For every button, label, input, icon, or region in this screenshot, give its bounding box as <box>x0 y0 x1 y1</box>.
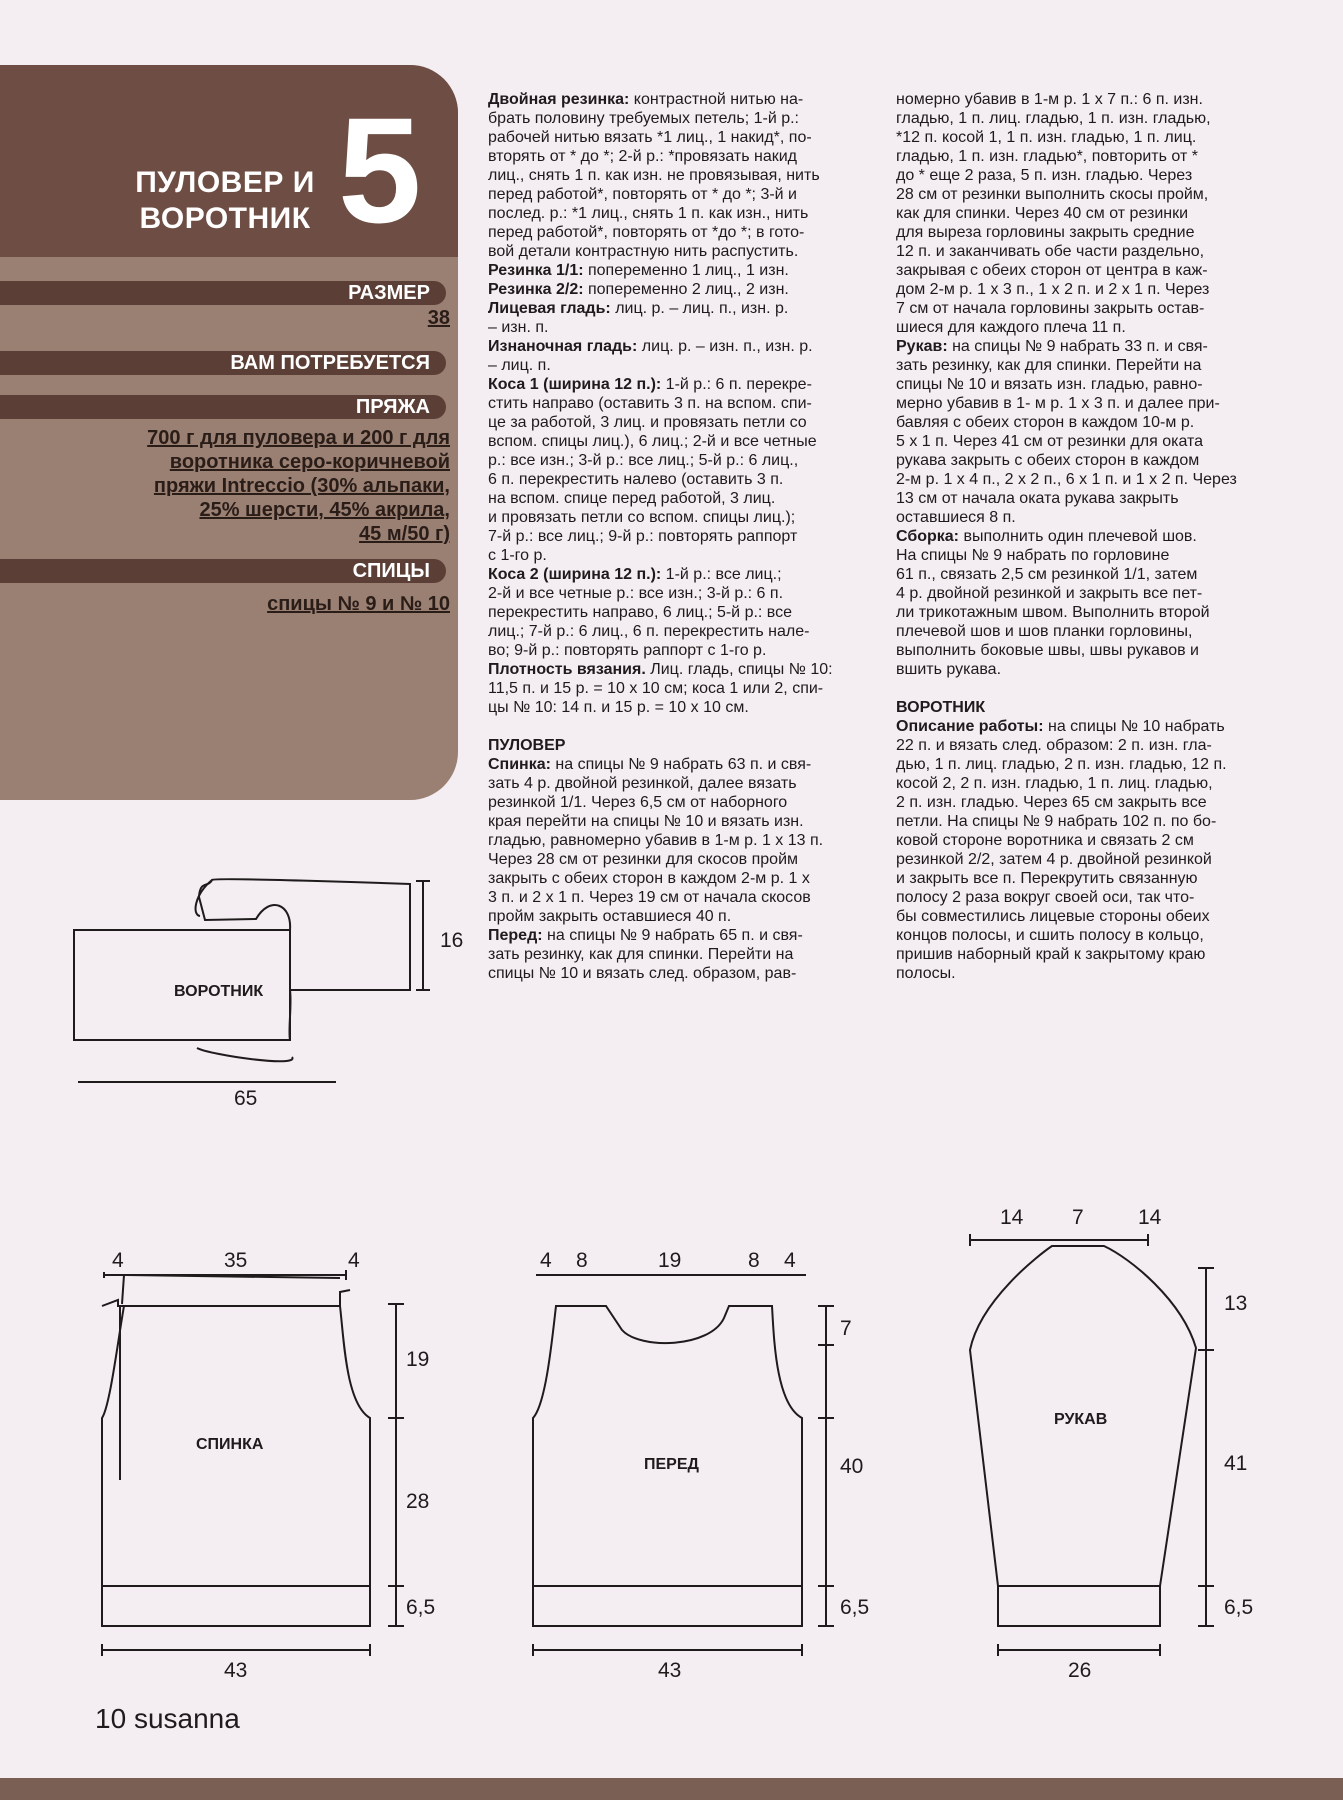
line-text: 28 см от резинки выполнить скосы пройм, <box>896 186 1209 203</box>
line-text: Лиц. гладь, спицы № 10: <box>645 661 833 678</box>
bold-term: Плотность вязания. <box>488 661 646 678</box>
line-text: выполнить один плечевой шов. <box>959 528 1197 545</box>
line-text: попеременно 1 лиц., 1 изн. <box>583 262 789 279</box>
line-text: перед работой*, повторять от *до *; в гото- <box>488 224 805 241</box>
line-text: 1-й р.: 6 п. перекре- <box>661 376 812 393</box>
line-text: косой 2, 2 п. изн. гладью, 1 п. лиц. гладью, <box>896 775 1213 792</box>
line-text: закрыть с обеих сторон в каждом 2-м р. 1 х <box>488 870 810 887</box>
front-t5: 4 <box>784 1249 796 1272</box>
page-number: 10 <box>95 1703 127 1734</box>
line-text: края перейти на спицы № 10 и вязать изн. <box>488 813 804 830</box>
line-text: 5 х 1 п. Через 41 см от резинки для оката <box>896 433 1204 450</box>
line-text: на вспом. спице перед работой, 3 лиц. <box>488 490 776 507</box>
line-text: бавляя с обеих сторон в каждом 10-м р. <box>896 414 1195 431</box>
line-text: – лиц. п. <box>488 357 551 374</box>
bold-term: ПУЛОВЕР <box>488 737 566 754</box>
line-text: ковой стороне воротника и связать 2 см <box>896 832 1194 849</box>
line-text: дью, 1 п. лиц. гладью, 2 п. изн. гладью, 12 п. <box>896 756 1227 773</box>
line-text: номерно убавив в 1-м р. 1 х 7 п.: 6 п. изн. <box>896 91 1203 108</box>
back-height-rib: 6,5 <box>406 1596 436 1619</box>
collar-schematic <box>74 879 430 1082</box>
title-line-2: ВОРОТНИК <box>139 202 311 235</box>
collar-height: 16 <box>440 929 464 952</box>
line-text: гладью, 1 п. лиц. гладью, 1 п. изн. гладью, <box>896 110 1211 127</box>
line-text: петли. На спицы № 9 набрать 102 п. по бо- <box>896 813 1217 830</box>
line-text: до * еще 2 раза, 5 п. изн. гладью. Через <box>896 167 1193 184</box>
yarn-line: пряжи Intreccio (30% альпаки, <box>153 475 450 497</box>
back-height-upper: 19 <box>406 1348 430 1371</box>
sleeve-t1: 14 <box>1000 1206 1024 1229</box>
line-text: как для спинки. Через 40 см от резинки <box>896 205 1189 222</box>
back-height-mid: 28 <box>406 1490 430 1513</box>
sleeve-label: РУКАВ <box>1054 1411 1108 1428</box>
line-text: вой детали контрастную нить распустить. <box>488 243 799 260</box>
sleeve-t3: 14 <box>1138 1206 1162 1229</box>
line-text: перекрестить направо, 6 лиц.; 5-й р.: все <box>488 604 793 621</box>
sleeve-height-rib: 6,5 <box>1224 1596 1254 1619</box>
front-width: 43 <box>658 1659 682 1682</box>
line-text: 7 см от начала горловины закрыть остав- <box>896 300 1205 317</box>
line-text: спицы № 10 и вязать изн. гладью, равно- <box>896 376 1203 393</box>
line-text: 22 п. и вязать след. образом: 2 п. изн. гла- <box>896 737 1212 754</box>
line-text: зать резинку, как для спинки. Перейти на <box>488 946 794 963</box>
page-footer <box>95 1703 240 1735</box>
bold-term: Описание работы: <box>896 718 1044 735</box>
bold-term: Резинка 1/1: <box>488 262 584 279</box>
line-text: бы совместились лицевые стороны обеих <box>896 908 1210 925</box>
line-text: на спицы № 9 набрать 63 п. и свя- <box>550 756 812 773</box>
collar-length: 65 <box>234 1087 258 1110</box>
needles-label: СПИЦЫ <box>352 560 430 582</box>
bold-term: Перед: <box>488 927 543 944</box>
line-text: пройм закрыть оставшиеся 40 п. <box>488 908 732 925</box>
front-t4: 8 <box>748 1249 760 1272</box>
line-text: на спицы № 9 набрать 65 п. и свя- <box>542 927 803 944</box>
line-text: резинкой 1/1. Через 6,5 см от наборного <box>488 794 788 811</box>
back-label: СПИНКА <box>196 1436 264 1453</box>
line-text: закрывая с обеих сторон от центра в каж- <box>896 262 1208 279</box>
line-text: На спицы № 9 набрать по горловине <box>896 547 1170 564</box>
yarn-line: 45 м/50 г) <box>359 523 450 545</box>
line-text: 2 п. изн. гладью. Через 65 см закрыть все <box>896 794 1207 811</box>
line-text: 61 п., связать 2,5 см резинкой 1/1, затем <box>896 566 1198 583</box>
bold-term: ВОРОТНИК <box>896 699 986 716</box>
line-text: концов полосы, и сшить полосу в кольцо, <box>896 927 1204 944</box>
line-text: зать 4 р. двойной резинкой, далее вязать <box>488 775 797 792</box>
yarn-line: 700 г для пуловера и 200 г для <box>147 427 450 449</box>
line-text: выполнить боковые швы, швы рукавов и <box>896 642 1199 659</box>
sleeve-schematic <box>970 1234 1214 1656</box>
line-text: с 1-го р. <box>488 547 547 564</box>
collar-label: ВОРОТНИК <box>174 983 264 1000</box>
line-text: гладью, 1 п. изн. гладью*, повторить от * <box>896 148 1198 165</box>
line-text: плечевой шов и шов планки горловины, <box>896 623 1193 640</box>
line-text: 1-й р.: все лиц.; <box>661 566 782 583</box>
line-text: вспом. спицы лиц.), 6 лиц.; 2-й и все четные <box>488 433 817 450</box>
title-line-1: ПУЛОВЕР И <box>135 166 315 199</box>
line-text: и провязать петли со вспом. спицы лиц.); <box>488 509 796 526</box>
sleeve-height-cap: 13 <box>1224 1292 1248 1315</box>
line-text: зать резинку, как для спинки. Перейти на <box>896 357 1202 374</box>
front-height-rib: 6,5 <box>840 1596 870 1619</box>
line-text: во; 9-й р.: повторять раппорт с 1-го р. <box>488 642 767 659</box>
bold-term: Двойная резинка: <box>488 91 630 108</box>
bold-term: Коса 1 (ширина 12 п.): <box>488 376 662 393</box>
line-text: цы № 10: 14 п. и 15 р. = 10 х 10 см. <box>488 699 749 716</box>
magazine-brand: susanna <box>133 1703 240 1734</box>
line-text: попеременно 2 лиц., 2 изн. <box>583 281 789 298</box>
front-t1: 4 <box>540 1249 552 1272</box>
sleeve-height-body: 41 <box>1224 1452 1248 1475</box>
line-text: стить направо (оставить 3 п. на вспом. спи- <box>488 395 812 412</box>
line-text: 12 п. и заканчивать обе части раздельно, <box>896 243 1205 260</box>
line-text: дом 2-м р. 1 х 3 п., 1 х 2 п. и 2 х 1 п. Через <box>896 281 1210 298</box>
needles-value: спицы № 9 и № 10 <box>267 593 450 615</box>
sleeve-t2: 7 <box>1072 1206 1084 1229</box>
line-text: 4 р. двойной резинкой и закрыть все пет- <box>896 585 1203 602</box>
line-text: ли трикотажным швом. Выполнить второй <box>896 604 1210 621</box>
bold-term: Лицевая гладь: <box>488 300 611 317</box>
front-t2: 8 <box>576 1249 588 1272</box>
needs-label: ВАМ ПОТРЕБУЕТСЯ <box>230 352 430 374</box>
line-text: рукава закрыть с обеих сторон в каждом <box>896 452 1200 469</box>
line-text: пришив наборный край к закрытому краю <box>896 946 1206 963</box>
bottom-stripe <box>0 1778 1343 1800</box>
front-height-neck: 7 <box>840 1317 852 1340</box>
line-text: 13 см от начала оката рукава закрыть <box>896 490 1179 507</box>
line-text: лиц., снять 1 п. как изн. не провязывая, нить <box>488 167 820 184</box>
front-height-body: 40 <box>840 1455 864 1478</box>
line-text: лиц. р. – изн. п., изн. р. <box>637 338 813 355</box>
line-text: оставшиеся 8 п. <box>896 509 1016 526</box>
bold-term: Спинка: <box>488 756 551 773</box>
yarn-label: ПРЯЖА <box>355 396 430 418</box>
line-text: для выреза горловины закрыть средние <box>896 224 1195 241</box>
size-value: 38 <box>427 307 450 329</box>
bold-term: Резинка 2/2: <box>488 281 584 298</box>
line-text: 2-й и все четные р.: все изн.; 3-й р.: 6 п. <box>488 585 784 602</box>
bold-term: Коса 2 (ширина 12 п.): <box>488 566 662 583</box>
line-text: резинкой 2/2, затем 4 р. двойной резинкой <box>896 851 1212 868</box>
line-text: перед работой*, повторять от * до *; 3-й и <box>488 186 797 203</box>
line-text: 6 п. перекрестить налево (оставить 3 п. <box>488 471 784 488</box>
back-schematic <box>102 1270 404 1656</box>
line-text: на спицы № 9 набрать 33 п. и свя- <box>947 338 1208 355</box>
line-text: це за работой, 3 лиц. и провязать петли со <box>488 414 807 431</box>
line-text: вторять от * до *; 2-й р.: *провязать накид <box>488 148 797 165</box>
line-text: гладью, равномерно убавив в 1-м р. 1 х 13 п. <box>488 832 824 849</box>
line-text: контрастной нитью на- <box>629 91 804 108</box>
yarn-line: 25% шерсти, 45% акрила, <box>199 499 450 521</box>
line-text: 2-м р. 1 х 4 п., 2 х 2 п., 6 х 1 п. и 1 х 2 п. Через <box>896 471 1237 488</box>
bold-term: Сборка: <box>896 528 960 545</box>
line-text: шиеся для каждого плеча 11 п. <box>896 319 1126 336</box>
line-text: рабочей нитью вязать *1 лиц., 1 накид*, по- <box>488 129 812 146</box>
sleeve-width: 26 <box>1068 1659 1092 1682</box>
bold-term: Изнаночная гладь: <box>488 338 638 355</box>
line-text: спицы № 10 и вязать след. образом, рав- <box>488 965 797 982</box>
size-label: РАЗМЕР <box>348 282 430 304</box>
yarn-line: воротника серо-коричневой <box>169 451 450 473</box>
line-text: вшить рукава. <box>896 661 1002 678</box>
line-text: р.: все изн.; 3-й р.: все лиц.; 5-й р.: 6 лиц., <box>488 452 799 469</box>
line-text: лиц. р. – лиц. п., изн. р. <box>610 300 789 317</box>
line-text: на спицы № 10 набрать <box>1043 718 1225 735</box>
line-text: послед. р.: *1 лиц., снять 1 п. как изн., нить <box>488 205 809 222</box>
line-text: и закрыть все п. Перекрутить связанную <box>896 870 1198 887</box>
line-text: полосу 2 раза вокруг своей оси, так что- <box>896 889 1195 906</box>
line-text: лиц.; 7-й р.: 6 лиц., 6 п. перекрестить нале- <box>488 623 810 640</box>
line-text: брать половину требуемых петель; 1-й р.: <box>488 110 799 127</box>
front-label: ПЕРЕД <box>644 1456 699 1473</box>
back-width: 43 <box>224 1659 248 1682</box>
pattern-number: 5 <box>338 86 422 254</box>
back-width-left: 4 <box>112 1249 124 1272</box>
line-text: *12 п. косой 1, 1 п. изн. гладью, 1 п. лиц. <box>896 129 1197 146</box>
line-text: Через 28 см от резинки для скосов пройм <box>488 851 799 868</box>
back-width-mid: 35 <box>224 1249 248 1272</box>
line-text: 7-й р.: все лиц.; 9-й р.: повторять раппорт <box>488 528 798 545</box>
bold-term: Рукав: <box>896 338 948 355</box>
line-text: мерно убавив в 1- м р. 1 х 3 п. и далее при- <box>896 395 1220 412</box>
line-text: 11,5 п. и 15 р. = 10 х 10 см; коса 1 или 2, спи- <box>488 680 824 697</box>
front-t3: 19 <box>658 1249 682 1272</box>
line-text: полосы. <box>896 965 956 982</box>
back-width-right: 4 <box>348 1249 360 1272</box>
line-text: 3 п. и 2 х 1 п. Через 19 см от начала скосов <box>488 889 811 906</box>
line-text: – изн. п. <box>488 319 549 336</box>
